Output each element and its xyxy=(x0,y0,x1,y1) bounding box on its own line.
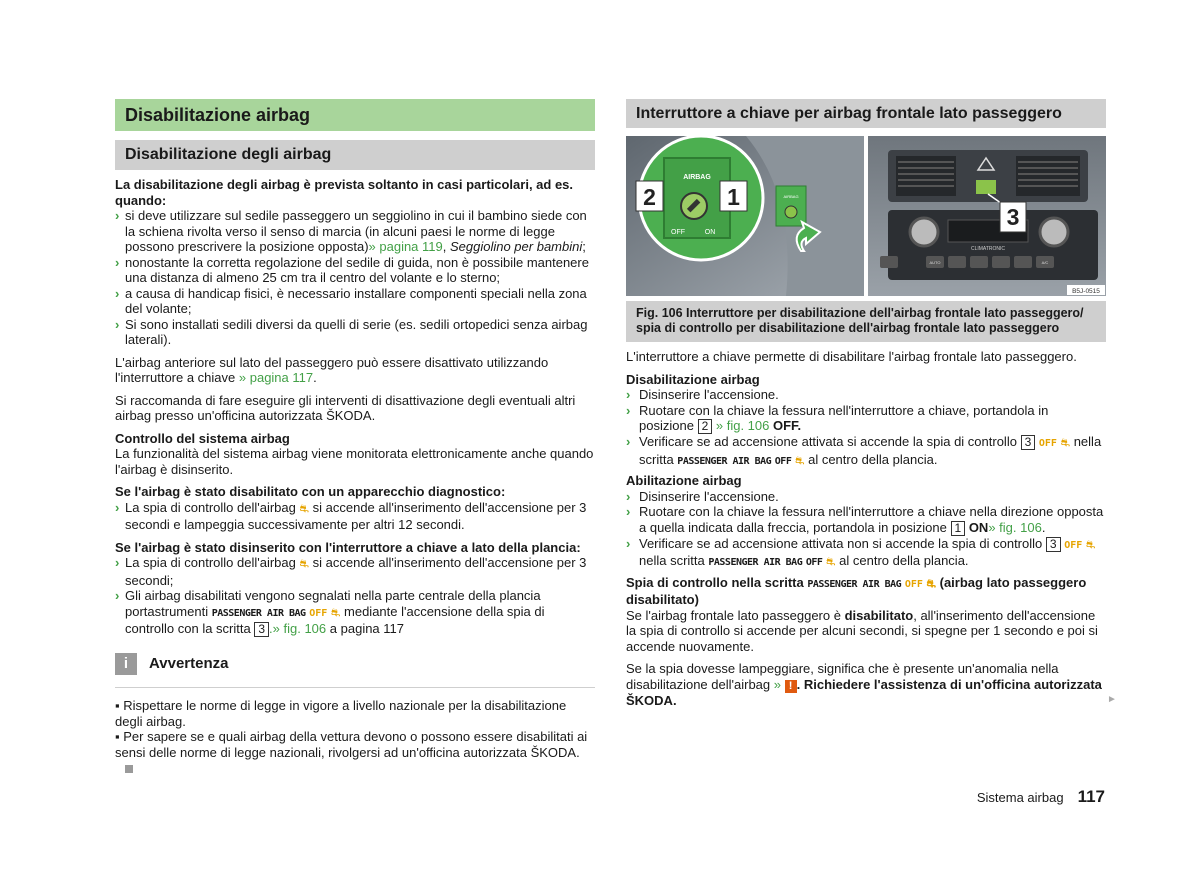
page-number: 117 xyxy=(1077,787,1105,806)
arrow-icon: › xyxy=(115,588,120,603)
figure-link[interactable]: .» fig. 106 xyxy=(269,621,327,636)
callout-2: 2 xyxy=(643,184,656,210)
figure-link[interactable]: » fig. 106 xyxy=(715,418,770,433)
page-link[interactable]: » pagina 117 xyxy=(238,370,314,385)
airbag-off-icon: ⛐ xyxy=(299,558,309,570)
airbag-off-icon: ⛐ xyxy=(330,606,341,619)
right-column xyxy=(626,99,1106,708)
off-label: OFF xyxy=(904,578,923,590)
arrow-icon: › xyxy=(115,499,120,515)
warning-body xyxy=(115,687,595,776)
callout-box: 1 xyxy=(951,521,966,536)
figure-link[interactable]: » fig. 106 xyxy=(988,519,1042,535)
airbag-off-icon: ⛐ xyxy=(1085,538,1096,551)
figure-label-airbag: AIRBAG xyxy=(683,174,711,181)
list-item: › a causa di handicap fisici, è necessario installare componenti speciali nella zona del volante; xyxy=(115,285,587,316)
left-column xyxy=(115,99,595,776)
subheading: Spia di controllo nella scritta PASSENGER AIR BAG OFF ⛐ (airbag lato passeggero disabilitato) xyxy=(626,574,1087,607)
warning-item: ▪ Rispettare le norme di legge in vigore a livello nazionale per la disabilitazione degli airbag. xyxy=(115,698,567,729)
end-square-icon xyxy=(125,765,133,773)
section-title: Disabilitazione degli airbag xyxy=(115,140,595,170)
list-item: › Gli airbag disabilitati vengono segnalati nella parte centrale della plancia portastrumenti PASSENGER AIR BAG OFF ⛐ mediante l'accensione della spia di controllo con la scritta 3 .» fig. 106 a pagina 117 xyxy=(115,588,545,636)
right-section-title: Interruttore a chiave per airbag frontale lato passeggero xyxy=(626,99,1106,128)
paragraph: L'interruttore a chiave permette di disabilitare l'airbag frontale lato passeggero. xyxy=(626,349,1077,364)
callout-3: 3 xyxy=(1006,204,1020,230)
list-item: › Verificare se ad accensione attivata si accende la spia di controllo 3 OFF ⛐ nella scritta PASSENGER AIR BAG OFF ⛐ al centro della plancia. xyxy=(626,434,1102,467)
subheading: Abilitazione airbag xyxy=(626,473,742,488)
passenger-airbag-label: PASSENGER AIR BAG xyxy=(708,557,803,568)
list-item: › nonostante la corretta regolazione del sedile di guida, non è possibile mantenere una distanza di almeno 25 cm tra il centro del volante e lo sterno; xyxy=(115,254,589,285)
airbag-off-icon: ⛐ xyxy=(826,556,836,568)
list-item: › si deve utilizzare sul sedile passeggero un seggiolino in cui il bambino siede con la schiena rivolta verso il senso di marcia (in alcuni paesi le norme di legge possono prescrivere la posizione opposta)» pagina 119, Seggiolino per bambini; xyxy=(115,208,587,254)
warning-title: Avvertenza xyxy=(149,655,229,672)
arrow-icon: › xyxy=(626,504,631,519)
callout-box: 3 xyxy=(1046,537,1061,552)
figure-image xyxy=(626,136,1106,296)
subheading: Se l'airbag è stato disinserito con l'interruttore a chiave a lato della plancia: xyxy=(115,539,581,555)
warning-icon[interactable]: ! xyxy=(785,680,797,693)
paragraph: Se la spia dovesse lampeggiare, significa che è presente un'anomalia nella disabilitazione dell'airbag » ! . Richiedere l'assistenza di un'officina autorizzata ŠKODA. xyxy=(626,661,1102,708)
info-icon: i xyxy=(115,653,137,675)
warning-item: ▪ Per sapere se e quali airbag della vettura devono o possono essere disabilitati ai sensi delle norme di legge nazionali, rivolgersi ad un'officina autorizzata ŠKODA. xyxy=(115,729,595,776)
callout-1: 1 xyxy=(727,184,740,210)
list-item: › La spia di controllo dell'airbag ⛐ si accende all'inserimento dell'accensione per 3 secondi; xyxy=(115,555,587,588)
off-label: OFF xyxy=(1038,438,1057,449)
figure-label-on: ON xyxy=(704,229,716,236)
callout-box: 2 xyxy=(698,419,713,434)
intro-text: La disabilitazione degli airbag è prevista soltanto in casi particolari, ad es. quando: xyxy=(115,177,574,208)
footer-section: Sistema airbag xyxy=(976,790,1064,805)
arrow-icon: › xyxy=(626,488,631,504)
passenger-airbag-label: PASSENGER AIR BAG xyxy=(677,455,772,467)
figure-code: B5J-0515 xyxy=(1072,288,1100,295)
continue-arrow-icon: ► xyxy=(1107,694,1117,705)
arrow-icon: › xyxy=(626,434,631,449)
arrow-icon: › xyxy=(115,316,120,332)
list-item: › La spia di controllo dell'airbag ⛐ si accende all'inserimento dell'accensione per 3 secondi e lampeggia successivamente per altri 12 secondi. xyxy=(115,499,587,532)
list-item: › Verificare se ad accensione attivata non si accende la spia di controllo 3 OFF ⛐ nella scritta PASSENGER AIR BAG OFF ⛐ al centro della plancia. xyxy=(626,535,1096,568)
airbag-off-icon: ⛐ xyxy=(794,454,805,467)
subheading: Controllo del sistema airbag xyxy=(115,430,290,446)
display-label: CLIMATRONIC xyxy=(970,246,1006,252)
paragraph: La funzionalità del sistema airbag viene monitorata elettronicamente anche quando l'airbag è disinserito. xyxy=(115,446,594,477)
passenger-airbag-label: PASSENGER AIR BAG xyxy=(807,578,902,590)
page-link[interactable]: » pagina 119 xyxy=(368,239,443,254)
airbag-off-icon: ⛐ xyxy=(299,502,309,515)
callout-box: 3 xyxy=(254,622,269,637)
figure-106 xyxy=(626,136,1106,296)
paragraph: L'airbag anteriore sul lato del passeggero può essere disattivato utilizzando l'interruttore a chiave » pagina 117. xyxy=(115,354,549,385)
airbag-off-icon: ⛐ xyxy=(1060,437,1071,449)
arrow-icon: › xyxy=(115,208,120,223)
arrow-icon: › xyxy=(626,402,631,418)
arrow-icon: › xyxy=(115,285,120,301)
subheading: Disabilitazione airbag xyxy=(626,371,760,387)
off-label: OFF xyxy=(309,607,328,619)
warning-header xyxy=(115,653,595,679)
list-item: › Ruotare con la chiave la fessura nell'interruttore a chiave, portandola in posizione 2 » fig. 106 OFF. xyxy=(626,402,1049,433)
btn-ac-label: A/C xyxy=(1041,260,1049,265)
figure-label-off: OFF xyxy=(671,229,685,236)
chapter-title: Disabilitazione airbag xyxy=(115,99,595,131)
svg-text:AIRBAG: AIRBAG xyxy=(783,194,799,199)
warning-link[interactable]: » xyxy=(773,676,781,692)
arrow-icon: › xyxy=(115,555,120,570)
list-item: › Ruotare con la chiave la fessura nell'interruttore a chiave nella direzione opposta a quella indicata dalla freccia, portandola in posizione 1 ON» fig. 106. xyxy=(626,504,1104,535)
airbag-off-icon: ⛐ xyxy=(926,577,936,590)
list-item: › Si sono installati sedili diversi da quelli di serie (es. sedili ortopedici senza airbag laterali). xyxy=(115,316,588,347)
paragraph: Se l'airbag frontale lato passeggero è disabilitato, all'inserimento dell'accensione la spia di controllo si accende per alcuni secondi, si spegne per 1 secondo e poi si accende nuovamente. xyxy=(626,607,1098,654)
arrow-icon: › xyxy=(115,254,120,270)
paragraph: Si raccomanda di fare eseguire gli interventi di disattivazione degli eventuali altri airbag presso un'officina autorizzata ŠKODA. xyxy=(115,392,576,423)
arrow-icon: › xyxy=(626,535,631,551)
page-footer xyxy=(977,787,1105,807)
list-item: › Disinserire l'accensione. xyxy=(626,488,779,504)
arrow-icon: › xyxy=(626,387,631,402)
callout-box: 3 xyxy=(1021,435,1036,450)
btn-auto-label: AUTO xyxy=(929,260,941,265)
subheading: Se l'airbag è stato disabilitato con un apparecchio diagnostico: xyxy=(115,484,506,499)
list-item: › Disinserire l'accensione. xyxy=(626,387,779,402)
off-label: OFF xyxy=(1064,539,1083,551)
figure-caption: Fig. 106 Interruttore per disabilitazione dell'airbag frontale lato passeggero/ spia di controllo per disabilitazione dell'airbag frontale lato passeggero xyxy=(626,301,1106,342)
passenger-airbag-label: PASSENGER AIR BAG xyxy=(211,607,306,619)
